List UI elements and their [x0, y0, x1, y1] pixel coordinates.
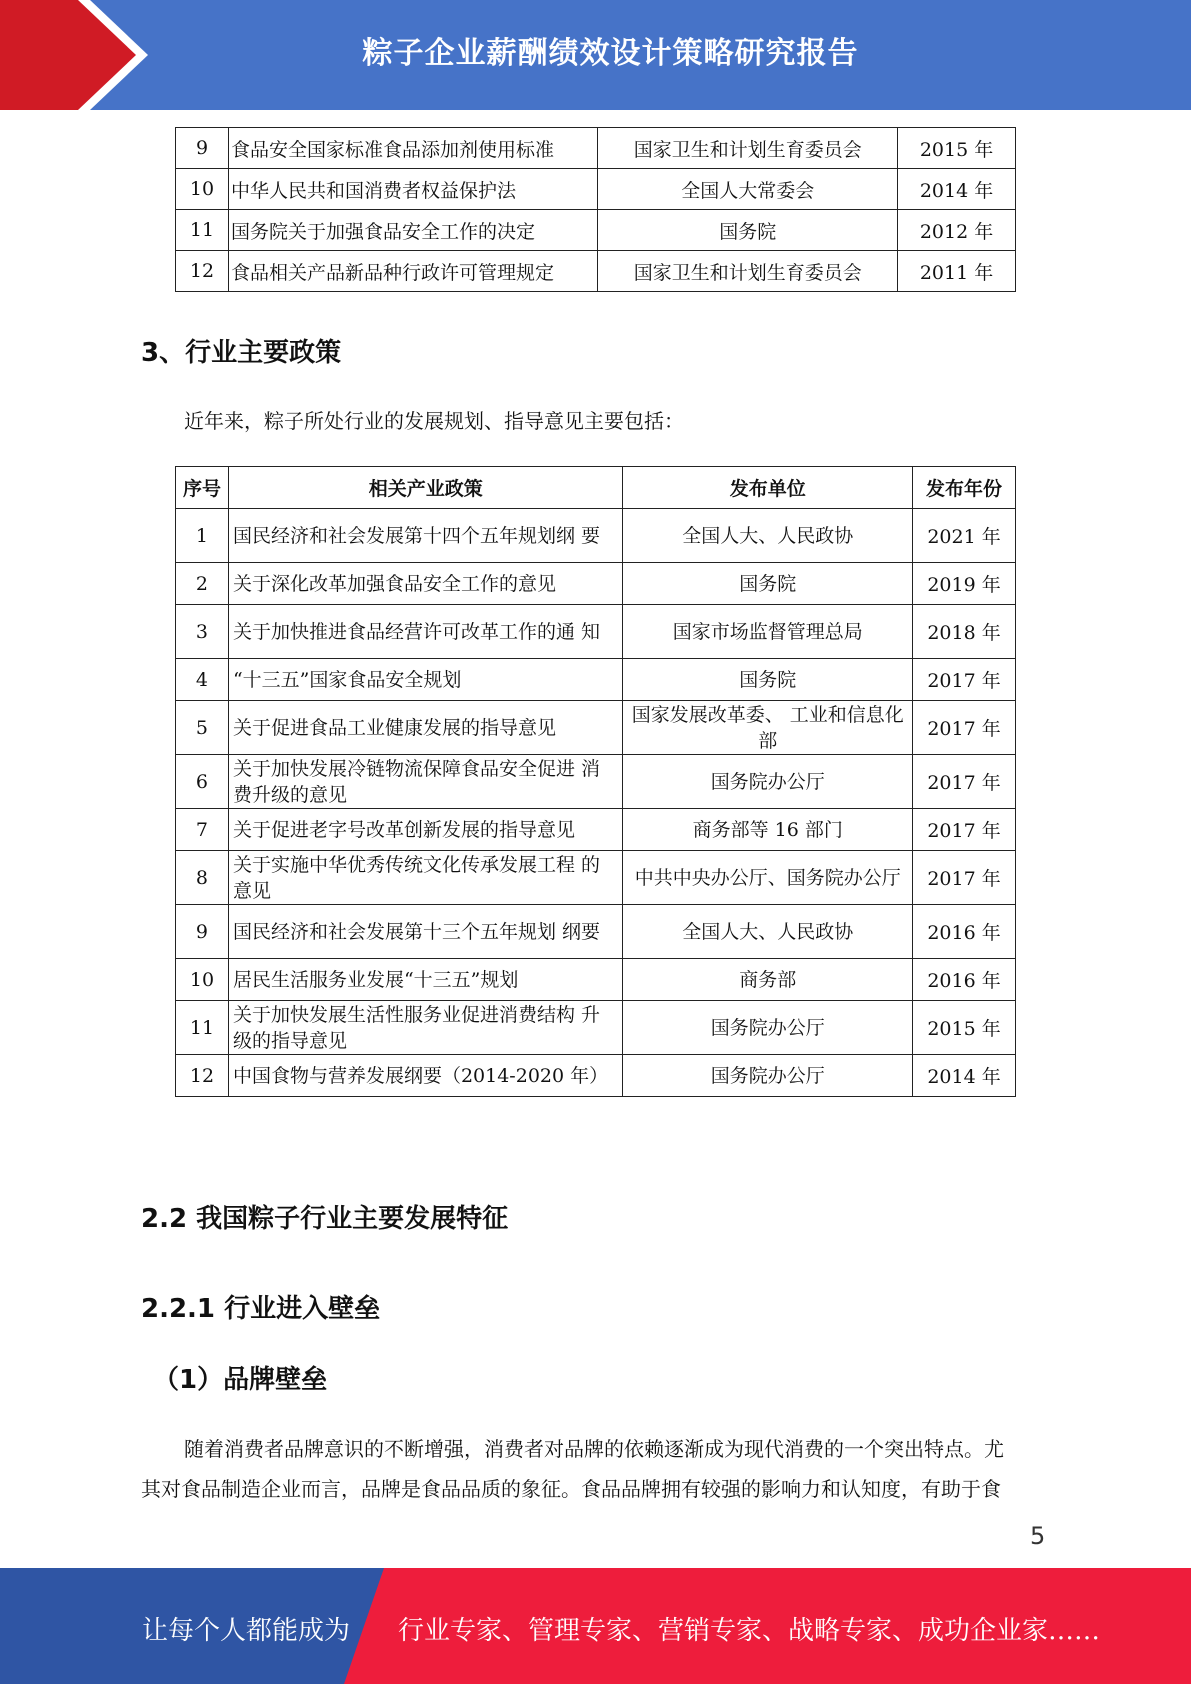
row-number: 11 — [176, 210, 229, 251]
table-row — [176, 701, 1016, 755]
issue-year: 2018 年 — [913, 605, 1016, 659]
row-number: 12 — [176, 1055, 229, 1097]
col-header-org: 发布单位 — [623, 467, 913, 509]
policy-name: 关于促进食品工业健康发展的指导意见 — [228, 701, 622, 755]
section-heading-policies: 3、行业主要政策 — [141, 338, 342, 368]
issuing-org: 国家卫生和计划生育委员会 — [598, 128, 898, 169]
col-header-no: 序号 — [176, 467, 229, 509]
issue-year: 2014 年 — [913, 1055, 1016, 1097]
row-number: 5 — [176, 701, 229, 755]
row-number: 6 — [176, 755, 229, 809]
policy-name: 关于实施中华优秀传统文化传承发展工程 的意见 — [228, 851, 622, 905]
brand-para-line-1: 随着消费者品牌意识的不断增强，消费者对品牌的依赖逐渐成为现代消费的一个突出特点。尤 — [184, 1437, 1004, 1461]
table-row — [176, 1055, 1016, 1097]
table-row — [176, 128, 1016, 169]
table-row — [176, 659, 1016, 701]
issuing-org: 商务部 — [623, 959, 913, 1001]
issuing-org: 全国人大常委会 — [598, 169, 898, 210]
page-footer — [0, 1568, 1191, 1684]
issue-year: 2017 年 — [913, 659, 1016, 701]
policy-name: 中国食物与营养发展纲要（2014-2020 年） — [228, 1055, 622, 1097]
policy-name: 关于加快发展生活性服务业促进消费结构 升级的指导意见 — [228, 1001, 622, 1055]
issue-year: 2014 年 — [898, 169, 1016, 210]
section-heading-brand-barrier: （1）品牌壁垒 — [153, 1365, 328, 1395]
policy-name: 关于促进老字号改革创新发展的指导意见 — [228, 809, 622, 851]
policy-name: 国民经济和社会发展第十四个五年规划纲 要 — [228, 509, 622, 563]
row-number: 9 — [176, 128, 229, 169]
regulation-name: 中华人民共和国消费者权益保护法 — [228, 169, 598, 210]
row-number: 2 — [176, 563, 229, 605]
issuing-org: 国务院 — [623, 563, 913, 605]
issue-year: 2021 年 — [913, 509, 1016, 563]
footer-slogan-right: 行业专家、管理专家、营销专家、战略专家、成功企业家…… — [398, 1616, 1101, 1646]
table-row — [176, 563, 1016, 605]
row-number: 10 — [176, 959, 229, 1001]
issuing-org: 国务院办公厅 — [623, 1055, 913, 1097]
table-row — [176, 169, 1016, 210]
issuing-org: 全国人大、人民政协 — [623, 905, 913, 959]
policy-name: 国民经济和社会发展第十三个五年规划 纲要 — [228, 905, 622, 959]
table-row — [176, 1001, 1016, 1055]
issuing-org: 国务院办公厅 — [623, 755, 913, 809]
policies-table — [175, 466, 1016, 1097]
issuing-org: 全国人大、人民政协 — [623, 509, 913, 563]
table-row — [176, 509, 1016, 563]
row-number: 10 — [176, 169, 229, 210]
policies-intro: 近年来，粽子所处行业的发展规划、指导意见主要包括： — [184, 409, 684, 433]
issue-year: 2019 年 — [913, 563, 1016, 605]
col-header-year: 发布年份 — [913, 467, 1016, 509]
row-number: 3 — [176, 605, 229, 659]
row-number: 11 — [176, 1001, 229, 1055]
row-number: 12 — [176, 251, 229, 292]
table-header-row — [176, 467, 1016, 509]
issuing-org: 国家卫生和计划生育委员会 — [598, 251, 898, 292]
policy-name: “十三五”国家食品安全规划 — [228, 659, 622, 701]
issue-year: 2017 年 — [913, 851, 1016, 905]
issuing-org: 国务院 — [623, 659, 913, 701]
row-number: 4 — [176, 659, 229, 701]
row-number: 1 — [176, 509, 229, 563]
regulation-name: 食品相关产品新品种行政许可管理规定 — [228, 251, 598, 292]
table-row — [176, 959, 1016, 1001]
row-number: 8 — [176, 851, 229, 905]
table-row — [176, 605, 1016, 659]
brand-para-line-2: 其对食品制造企业而言，品牌是食品品质的象征。食品品牌拥有较强的影响力和认知度，有助于食 — [141, 1477, 1001, 1501]
table-row — [176, 251, 1016, 292]
regulation-name: 食品安全国家标准食品添加剂使用标准 — [228, 128, 598, 169]
table-row — [176, 905, 1016, 959]
policy-name: 居民生活服务业发展“十三五”规划 — [228, 959, 622, 1001]
policy-name: 关于加快推进食品经营许可改革工作的通 知 — [228, 605, 622, 659]
issue-year: 2016 年 — [913, 959, 1016, 1001]
table-row — [176, 851, 1016, 905]
regulations-table-continued — [175, 127, 1016, 292]
issue-year: 2011 年 — [898, 251, 1016, 292]
issue-year: 2017 年 — [913, 809, 1016, 851]
table-row — [176, 809, 1016, 851]
issuing-org: 国家发展改革委、 工业和信息化部 — [623, 701, 913, 755]
section-heading-2-2: 2.2 我国粽子行业主要发展特征 — [141, 1204, 509, 1234]
table-row — [176, 210, 1016, 251]
row-number: 7 — [176, 809, 229, 851]
table-row — [176, 755, 1016, 809]
report-title: 粽子企业薪酬绩效设计策略研究报告 — [362, 36, 859, 71]
issuing-org: 中共中央办公厅、国务院办公厅 — [623, 851, 913, 905]
page-number: 5 — [1030, 1522, 1046, 1550]
issuing-org: 国务院 — [598, 210, 898, 251]
page-header — [0, 0, 1191, 110]
col-header-policy: 相关产业政策 — [228, 467, 622, 509]
issue-year: 2017 年 — [913, 701, 1016, 755]
issue-year: 2016 年 — [913, 905, 1016, 959]
issuing-org: 国务院办公厅 — [623, 1001, 913, 1055]
issuing-org: 商务部等 16 部门 — [623, 809, 913, 851]
issue-year: 2015 年 — [913, 1001, 1016, 1055]
issuing-org: 国家市场监督管理总局 — [623, 605, 913, 659]
issue-year: 2012 年 — [898, 210, 1016, 251]
issue-year: 2017 年 — [913, 755, 1016, 809]
footer-slogan-left: 让每个人都能成为 — [142, 1616, 351, 1646]
row-number: 9 — [176, 905, 229, 959]
issue-year: 2015 年 — [898, 128, 1016, 169]
section-heading-2-2-1: 2.2.1 行业进入壁垒 — [141, 1294, 381, 1324]
regulation-name: 国务院关于加强食品安全工作的决定 — [228, 210, 598, 251]
policy-name: 关于深化改革加强食品安全工作的意见 — [228, 563, 622, 605]
policy-name: 关于加快发展冷链物流保障食品安全促进 消费升级的意见 — [228, 755, 622, 809]
